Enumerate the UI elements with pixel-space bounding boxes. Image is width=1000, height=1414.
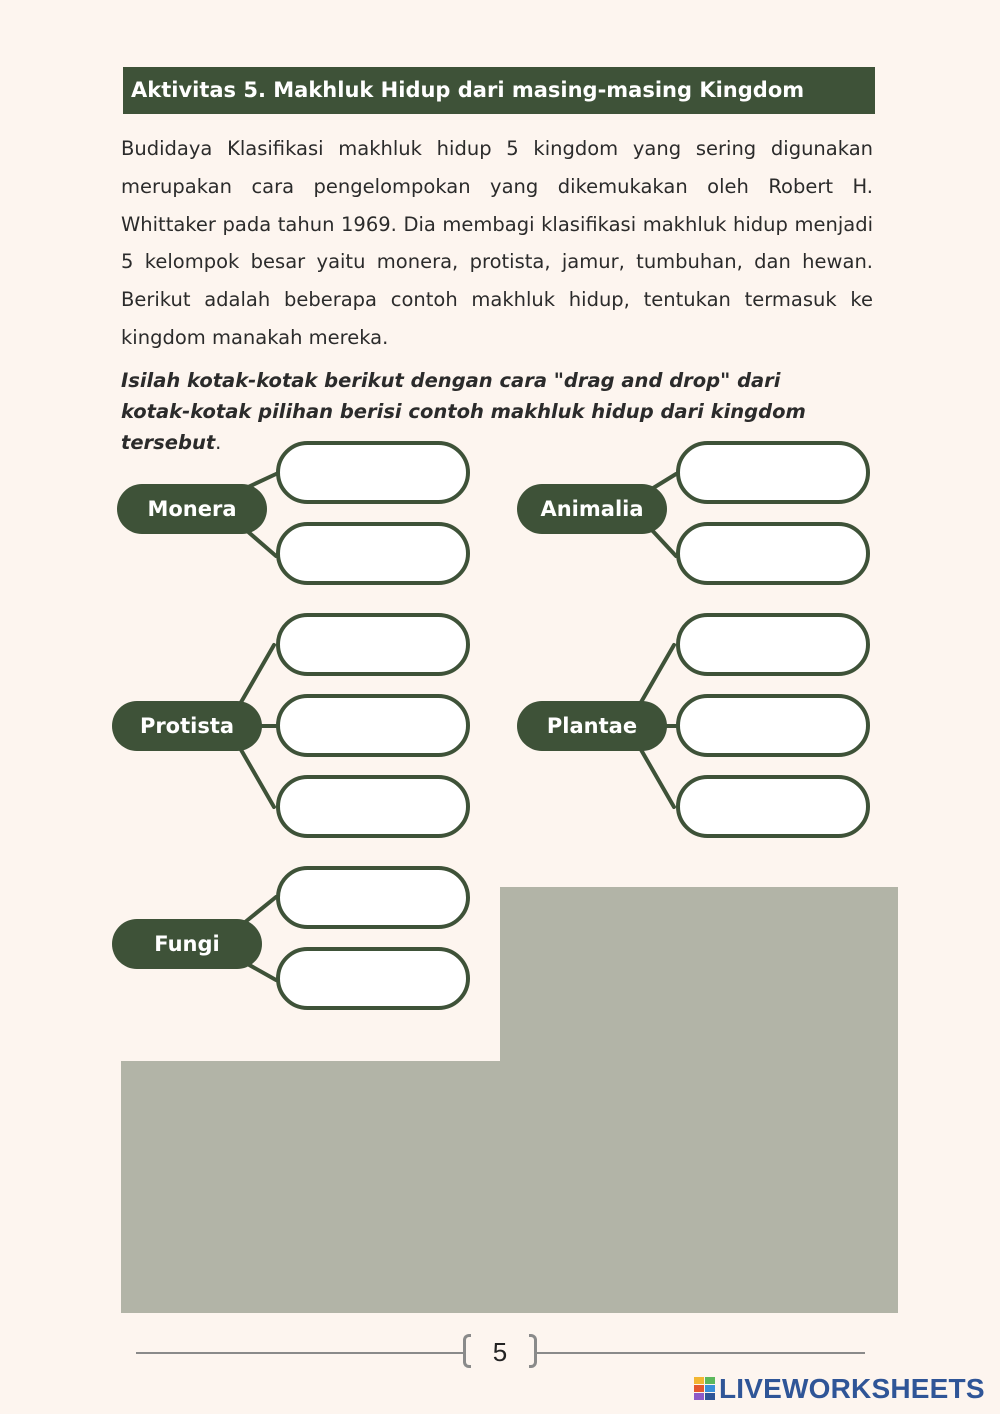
liveworksheets-logo-icon bbox=[694, 1377, 716, 1401]
footer-divider-left bbox=[136, 1352, 463, 1354]
animalia-drop-box-1[interactable] bbox=[676, 441, 870, 504]
answer-choices-area-left[interactable] bbox=[121, 1061, 500, 1313]
monera-drop-box-2[interactable] bbox=[276, 522, 470, 585]
plantae-drop-box-1[interactable] bbox=[676, 613, 870, 676]
activity-title: Aktivitas 5. Makhluk Hidup dari masing-masing Kingdom bbox=[123, 67, 875, 114]
fungi-drop-box-2[interactable] bbox=[276, 947, 470, 1010]
liveworksheets-brand[interactable] bbox=[694, 1374, 985, 1404]
protista-drop-box-3[interactable] bbox=[276, 775, 470, 838]
kingdom-label-monera: Monera bbox=[117, 484, 267, 534]
page-number: 5 bbox=[492, 1337, 508, 1367]
protista-drop-box-1[interactable] bbox=[276, 613, 470, 676]
kingdom-label-plantae: Plantae bbox=[517, 701, 667, 751]
instruction-body: Isilah kotak-kotak berikut dengan cara "drag and drop" dari kotak-kotak pilihan berisi contoh makhluk hidup dari kingdom tersebut bbox=[121, 369, 806, 454]
protista-drop-box-2[interactable] bbox=[276, 694, 470, 757]
animalia-drop-box-2[interactable] bbox=[676, 522, 870, 585]
kingdom-label-protista: Protista bbox=[112, 701, 262, 751]
brand-name: LIVEWORKSHEETS bbox=[719, 1373, 985, 1404]
fungi-drop-box-1[interactable] bbox=[276, 866, 470, 929]
footer-divider-right bbox=[537, 1352, 865, 1354]
plantae-drop-box-2[interactable] bbox=[676, 694, 870, 757]
kingdom-label-animalia: Animalia bbox=[517, 484, 667, 534]
answer-choices-area-right[interactable] bbox=[500, 887, 898, 1313]
monera-drop-box-1[interactable] bbox=[276, 441, 470, 504]
intro-paragraph: Budidaya Klasifikasi makhluk hidup 5 kingdom yang sering digunakan merupakan cara pengelompokan yang dikemukakan oleh Robert H. Whittaker pada tahun 1969. Dia membagi klasifikasi makhluk hidup menjadi 5 kelompok besar yaitu monera, protista, jamur, tumbuhan, dan hewan. Berikut adalah beberapa contoh makhluk hidup, tentukan termasuk ke kingdom manakah mereka. bbox=[121, 137, 873, 349]
kingdom-label-fungi: Fungi bbox=[112, 919, 262, 969]
instruction-period: . bbox=[215, 431, 222, 454]
plantae-drop-box-3[interactable] bbox=[676, 775, 870, 838]
